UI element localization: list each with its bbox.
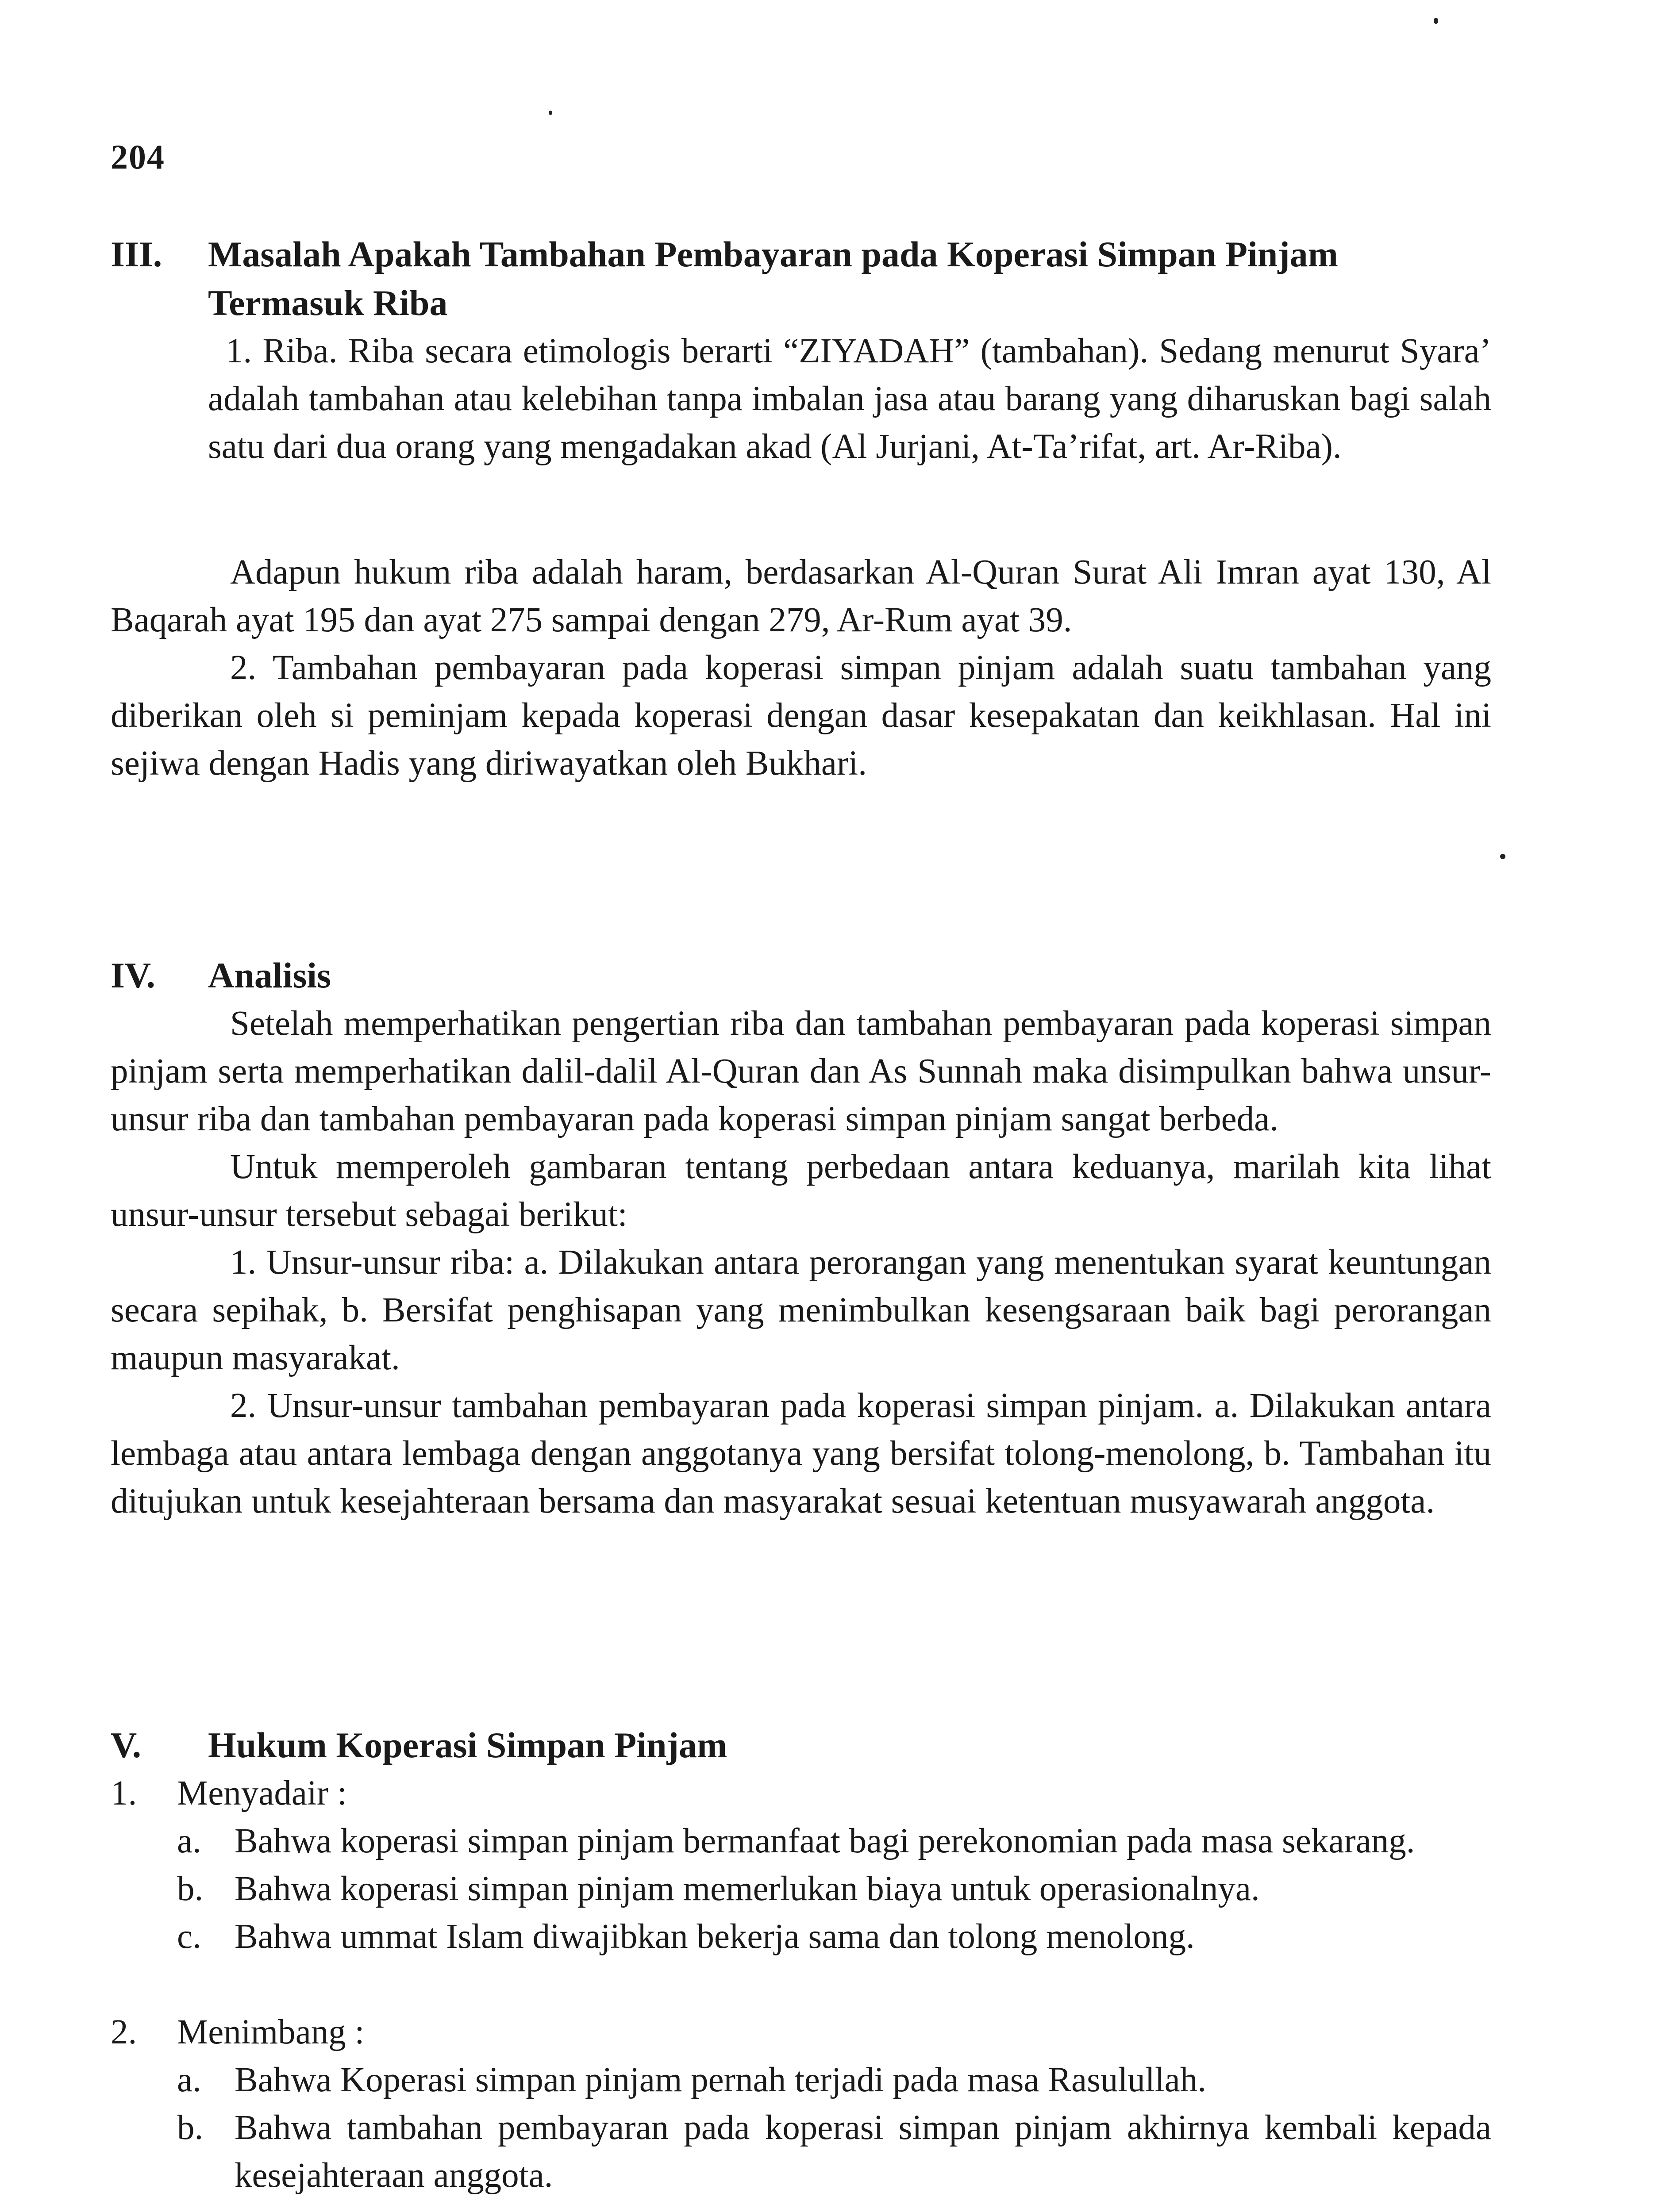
item-text: Bahwa koperasi simpan pinjam memerlukan biaya untuk operasionalnya. — [235, 1870, 1260, 1908]
section-title: Hukum Koperasi Simpan Pinjam — [208, 1725, 727, 1765]
item-text: Bahwa Koperasi simpan pinjam pernah terjadi pada masa Rasulullah. — [235, 2061, 1206, 2099]
list-heading-menyadari — [111, 1770, 1491, 1817]
item-marker: b. — [177, 2108, 204, 2147]
list-number: 1. — [111, 1774, 137, 1813]
section-v — [111, 1721, 1491, 2200]
section-body — [208, 327, 1491, 471]
section-heading — [111, 1721, 1491, 1770]
list-item — [177, 1913, 1491, 1961]
scan-speck — [549, 111, 552, 115]
section-number: IV. — [111, 955, 156, 995]
list-item — [177, 1865, 1491, 1913]
paragraph: 2. Tambahan pembayaran pada koperasi simpan pinjam adalah suatu tambahan yang diberikan oleh si peminjam kepada koperasi dengan dasar kesepakatan dan keikhlasan. Hal ini sejiwa dengan Hadis yang diriwayatkan oleh Bukhari. — [111, 649, 1491, 783]
list-heading-menimbang — [111, 2008, 1491, 2056]
item-text: Bahwa koperasi simpan pinjam bermanfaat bagi perekonomian pada masa sekarang. — [235, 1822, 1415, 1860]
item-text: Bahwa tambahan pembayaran pada koperasi simpan pinjam akhirnya kembali kepada kesejahteraan anggota. — [235, 2108, 1491, 2195]
section-iii — [111, 230, 1491, 471]
spacer — [111, 1961, 1491, 2008]
item-marker: b. — [177, 1870, 204, 1908]
page-number: 204 — [111, 138, 165, 176]
paragraph: Setelah memperhatikan pengertian riba dan tambahan pembayaran pada koperasi simpan pinjam serta memperhatikan dalil-dalil Al-Quran dan As Sunnah maka disimpulkan bahwa unsur-unsur riba dan tambahan pembayaran pada koperasi simpan pinjam sangat berbeda. — [111, 1004, 1491, 1138]
item-marker: a. — [177, 1822, 201, 1860]
paragraph: 1. Unsur-unsur riba: a. Dilakukan antara perorangan yang menentukan syarat keuntungan secara sepihak, b. Bersifat penghisapan yang menimbulkan kesengsaraan baik bagi perorangan maupun masyarakat. — [111, 1243, 1491, 1377]
section-number: V. — [111, 1725, 142, 1765]
paragraph: 2. Unsur-unsur tambahan pembayaran pada koperasi simpan pinjam. a. Dilakukan antara lembaga atau antara lembaga dengan anggotanya yang bersifat tolong-menolong, b. Tambahan itu ditujukan untuk kesejahteraan bersama dan masyarakat sesuai ketentuan musyawarah anggota. — [111, 1386, 1491, 1521]
section-iv — [111, 951, 1491, 1525]
paragraph — [111, 327, 1491, 471]
item-marker: c. — [177, 1917, 201, 1956]
list-label: Menyadair : — [177, 1774, 347, 1813]
section-heading — [111, 951, 1491, 1000]
paragraph-text: 1. Riba. Riba secara etimologis berarti “ZIYADAH” (tambahan). Sedang menurut Syara’ adalah tambahan atau kelebihan tanpa imbalan jasa atau barang yang diharuskan bagi salah satu dari dua orang yang mengadakan akad (Al Jurjani, At-Ta’rifat, art. Ar-Riba). — [208, 332, 1491, 466]
section-iii-continued — [111, 549, 1491, 787]
list-item — [177, 2056, 1491, 2104]
section-number: III. — [111, 234, 162, 274]
list-item — [177, 2104, 1491, 2200]
list-number: 2. — [111, 2013, 137, 2051]
paragraph: Untuk memperoleh gambaran tentang perbedaan antara keduanya, marilah kita lihat unsur-unsur tersebut sebagai berikut: — [111, 1148, 1491, 1234]
item-marker: a. — [177, 2061, 201, 2099]
paragraph: Adapun hukum riba adalah haram, berdasarkan Al-Quran Surat Ali Imran ayat 130, Al Baqarah ayat 195 dan ayat 275 sampai dengan 279, Ar-Rum ayat 39. — [111, 553, 1491, 639]
list-item — [177, 1817, 1491, 1865]
section-title: Analisis — [208, 955, 331, 995]
section-heading — [111, 230, 1491, 327]
section-title: Masalah Apakah Tambahan Pembayaran pada Koperasi Simpan Pinjam Termasuk Riba — [208, 234, 1338, 323]
scan-speck — [1500, 854, 1505, 859]
scan-speck — [1434, 18, 1438, 24]
list-label: Menimbang : — [177, 2013, 365, 2051]
item-text: Bahwa ummat Islam diwajibkan bekerja sama dan tolong menolong. — [235, 1917, 1195, 1956]
